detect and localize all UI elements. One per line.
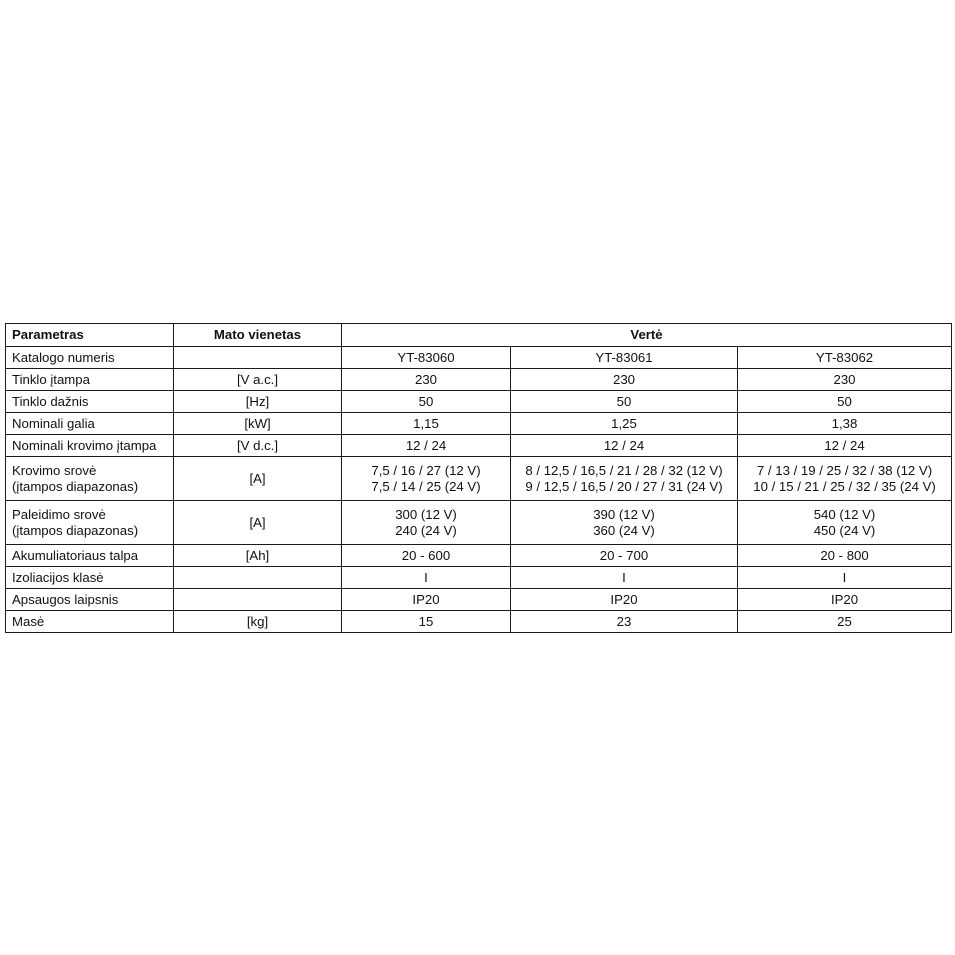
value-text: 300 (12 V) (395, 506, 457, 522)
value-text: 8 / 12,5 / 16,5 / 21 / 28 / 32 (12 V) (525, 462, 723, 478)
param-label: Tinklo dažnis (12, 393, 89, 409)
value-text: 1,15 (413, 415, 439, 431)
param-label: Nominali galia (12, 415, 95, 431)
value-text: 450 (24 V) (813, 522, 876, 538)
param-cell (6, 413, 174, 435)
unit-cell (174, 347, 342, 369)
value-text: YT-83061 (595, 349, 653, 365)
value-text: IP20 (830, 591, 859, 607)
table-row (6, 435, 952, 457)
value-cell-model-2 (511, 501, 738, 545)
value-text: 50 (616, 393, 632, 409)
param-label: Masė (12, 613, 45, 629)
value-cell-model-2 (511, 589, 738, 611)
value-text: 1,25 (611, 415, 637, 431)
unit-cell: [kW] (174, 413, 342, 435)
param-cell (6, 501, 174, 545)
param-cell (6, 567, 174, 589)
value-text: 7,5 / 14 / 25 (24 V) (371, 478, 481, 494)
param-label: (įtampos diapazonas) (12, 522, 139, 538)
value-text: 1,38 (831, 415, 858, 431)
value-cell-model-3 (738, 391, 952, 413)
value-text: 230 (833, 371, 856, 387)
value-cell-model-3 (738, 435, 952, 457)
value-text: 360 (24 V) (593, 522, 655, 538)
param-label: Apsaugos laipsnis (12, 591, 119, 607)
unit-cell: [Ah] (174, 545, 342, 567)
value-text: 230 (612, 371, 635, 387)
header-unit: Mato vienetas (174, 324, 342, 347)
value-text: 240 (24 V) (395, 522, 457, 538)
value-cell-model-3 (738, 457, 952, 501)
value-cell-model-2 (511, 391, 738, 413)
value-cell-model-1 (342, 457, 511, 501)
value-text: 540 (12 V) (813, 506, 876, 522)
value-cell-model-1 (342, 435, 511, 457)
value-text: I (622, 569, 626, 585)
value-cell-model-2 (511, 567, 738, 589)
param-cell (6, 611, 174, 633)
value-cell-model-3 (738, 567, 952, 589)
value-text: 10 / 15 / 21 / 25 / 32 / 35 (24 V) (753, 478, 936, 494)
param-cell (6, 391, 174, 413)
param-label: (įtampos diapazonas) (12, 478, 139, 494)
value-cell-model-1 (342, 589, 511, 611)
table-row (6, 501, 952, 545)
unit-cell: [V d.c.] (174, 435, 342, 457)
table-row (6, 545, 952, 567)
value-cell-model-1 (342, 347, 511, 369)
unit-cell: [Hz] (174, 391, 342, 413)
value-cell-model-2 (511, 369, 738, 391)
table-row (6, 413, 952, 435)
unit-cell: [A] (174, 457, 342, 501)
param-label: Tinklo įtampa (12, 371, 90, 387)
value-cell-model-1 (342, 545, 511, 567)
unit-cell (174, 567, 342, 589)
value-cell-model-3 (738, 501, 952, 545)
param-label: Krovimo srovė (12, 462, 97, 478)
value-cell-model-2 (511, 457, 738, 501)
value-text: 20 - 700 (599, 547, 649, 563)
specifications-table (5, 323, 952, 633)
value-cell-model-1 (342, 413, 511, 435)
value-text: 390 (12 V) (593, 506, 655, 522)
value-text: IP20 (412, 591, 440, 607)
table-row (6, 391, 952, 413)
param-label: Akumuliatoriaus talpa (12, 547, 139, 563)
value-text: I (424, 569, 428, 585)
value-cell-model-3 (738, 369, 952, 391)
value-cell-model-2 (511, 347, 738, 369)
unit-cell (174, 589, 342, 611)
value-text: YT-83060 (397, 349, 455, 365)
param-label: Nominali krovimo įtampa (12, 437, 157, 453)
value-cell-model-3 (738, 347, 952, 369)
table-body (6, 347, 952, 633)
value-text: 7,5 / 16 / 27 (12 V) (371, 462, 481, 478)
value-text: 50 (837, 393, 852, 409)
unit-cell: [A] (174, 501, 342, 545)
param-label: Katalogo numeris (12, 349, 115, 365)
value-text: 15 (418, 613, 434, 629)
param-cell (6, 369, 174, 391)
value-cell-model-1 (342, 567, 511, 589)
table-row (6, 611, 952, 633)
value-text: 12 / 24 (603, 437, 645, 453)
value-text: 20 - 800 (820, 547, 869, 563)
value-text: 9 / 12,5 / 16,5 / 20 / 27 / 31 (24 V) (525, 478, 723, 494)
value-cell-model-3 (738, 545, 952, 567)
header-param: Parametras (6, 324, 174, 347)
param-label: Izoliacijos klasė (12, 569, 104, 585)
value-text: I (842, 569, 847, 585)
value-text: 12 / 24 (824, 437, 865, 453)
table-row (6, 369, 952, 391)
unit-cell: [kg] (174, 611, 342, 633)
value-cell-model-3 (738, 413, 952, 435)
header-row (6, 324, 952, 347)
param-cell (6, 545, 174, 567)
value-text: 50 (418, 393, 434, 409)
value-text: 230 (414, 371, 437, 387)
value-cell-model-1 (342, 391, 511, 413)
value-cell-model-2 (511, 435, 738, 457)
value-text: 12 / 24 (405, 437, 447, 453)
value-text: IP20 (610, 591, 638, 607)
value-cell-model-3 (738, 589, 952, 611)
value-text: 25 (837, 613, 852, 629)
param-cell (6, 457, 174, 501)
table-row (6, 347, 952, 369)
value-text: 23 (616, 613, 632, 629)
value-cell-model-2 (511, 413, 738, 435)
value-text: YT-83062 (815, 349, 874, 365)
table-row (6, 457, 952, 501)
value-cell-model-3 (738, 611, 952, 633)
table-row (6, 589, 952, 611)
value-cell-model-2 (511, 545, 738, 567)
value-cell-model-1 (342, 501, 511, 545)
header-value: Vertė (342, 324, 952, 347)
param-cell (6, 435, 174, 457)
value-cell-model-2 (511, 611, 738, 633)
param-cell (6, 589, 174, 611)
value-text: 20 - 600 (401, 547, 451, 563)
table-row (6, 567, 952, 589)
value-cell-model-1 (342, 369, 511, 391)
value-text: 7 / 13 / 19 / 25 / 32 / 38 (12 V) (756, 462, 933, 478)
value-cell-model-1 (342, 611, 511, 633)
unit-cell: [V a.c.] (174, 369, 342, 391)
param-label: Paleidimo srovė (12, 506, 106, 522)
param-cell (6, 347, 174, 369)
